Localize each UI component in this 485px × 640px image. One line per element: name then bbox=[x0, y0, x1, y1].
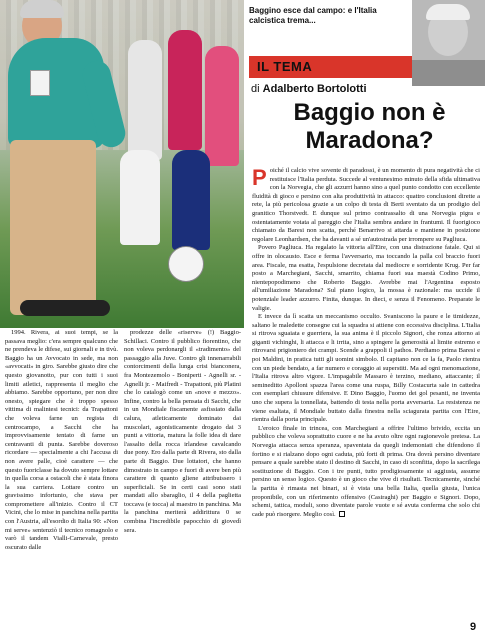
portrait-shirt bbox=[412, 60, 485, 86]
man-shoes bbox=[20, 300, 110, 316]
article-paragraph: 1994. Rivera, ai suoi tempi, se la passava meglio: c'era sempre qualcuno che ne prendeva le difese, sui giornali e in tivù. Baggio ha un Avvocato in sede, ma non «avvocati» in giro. Sarebbe giusto dire che questo giovanotto, pur con tutti i suoi limiti atletici, rappresenta il meglio che abbiamo. Sarebbe opportuno, per non dire onesto, spiegare che è troppo spesso vittima di malintesi tecnici: da Trapattoni che voleva farne un regista di centrocampo, a Sacchi che ha improvvisamente tentato di farne un centravanti di punta. Sarebbe doveroso ricordare — specialmente a chi l'accusa di non avere palle, cioè carattere — che questo fuoriclasse ha dovuto sempre lottare in quella corsa a ostacoli che è stata finora la sua carriera. Lottare contro un gravissimo infortunio, che stava per compromettere all'inizio. Contro il CT Vicini, che lo mise in panchina nella partita con l'Austria, all'esordio di Italia 90: «Non mi serve» sentenziò il tecnico romagnolo e varò il tandem Vialli-Carnevale, presto oscurato dalle bbox=[5, 329, 118, 551]
player-figure bbox=[128, 40, 162, 160]
player-figure bbox=[168, 30, 202, 150]
article-column-left-1 bbox=[5, 329, 118, 552]
kicker-text: Baggino esce dal campo: e l'Italia calcistica trema... bbox=[249, 6, 377, 25]
photo-main bbox=[0, 0, 244, 328]
end-mark bbox=[339, 511, 345, 517]
article-paragraph-final bbox=[252, 425, 480, 520]
article-paragraph: prodezze delle «riserve» (!) Baggio-Schillaci. Contro il pubblico fiorentino, che non voleva perdonargli il «tradimento» del passaggio alla Juve. Contro gli innenarrabili contorcimenti della lunga crisi bianconera, fra Montezemolo - Boniperti - Agnelli sr. - Agnelli jr. - Maifredi - Trapattoni, più Platini che lo catalogò come un «nove e mezzo». Infine, contro la bella pensata di Sacchi, che in un Mondiale fiscamente asfissiato dalla calura, atleticamente dominato dai muscolari, agonisticamente drogato dai 3 punti a vittoria, matura la folle idea di dare l'assalto della rocca irlandese cavalcando due pony. Ero dalla parte di Rivera, sto dalla parte di Baggio. Due lottatori, che hanno dimostrato in campo e fuori di avere ben più carattere di quanto gliene attribuissero i superficiali. Se in certi casi sono stati mandati allo sbaraglio, il 4 della paglietta toccava (e tocca) al maestro in panchina. Ma la panchina meriterà addirittura 0 se combina l'incredibile papocchio di giovedì sera. bbox=[124, 329, 241, 534]
portrait-hair bbox=[426, 4, 470, 20]
article-column-left-2 bbox=[124, 329, 241, 535]
player-figure bbox=[172, 150, 210, 250]
accreditation-badge bbox=[30, 70, 50, 96]
drop-cap: P bbox=[252, 165, 267, 190]
author-portrait bbox=[412, 0, 485, 86]
lead-text: oiché il calcio vive sovente di paradossi, è un momento di pura negatività che ci restituisce l'Italia perduta. Succede al ventunesimo minuto della sfida ultimativa con la Norvegia, che gli azzurri hanno sino a quel punto condotto con eccellente fluidità di gioco e persino con alta produttività in attacco: quattro conclusioni dirette a rete, la più pericolosa grazie a un colpo di testa di Berti sventato da un prodigio del granitico Thorstvedt. E dunque sul primo contrassalto di una Norvegia pigra e ostentatamente votata al pareggio che l'Italia sembra andare in frantumi. Il fuorigioco chiamato da Baresi non scatta, perché Benarrivo si attarda e mantiene in posizione regolare Leonhardsen, che ha davanti a sé un'autostrada per irrompere su Pagliuca. bbox=[252, 167, 480, 243]
player-figure bbox=[120, 150, 160, 245]
article-paragraph: Povero Pagliuca. Ha regalato la vittoria all'Eire, con una distrazione fatale. Qui si offre in olocausto. Esce e ferma l'avversario, ma toccando la palla col braccio fuori area. Fiscale, ma esatta, l'espulsione decretata dal mediocre e sorridente Krug. Per far posto a Marchegiani, Sacchi, smarrito, chiama fuori sua maestà Codino Primo, nientepopodimeno che Roberto Baggio. Avrebbe mai l'Argentina esposto all'umiliazione Maradona? Sul piano logico, la mossa è razionale: ma uccide il potenziale leader azzurro. Finita, dunque. In dieci, e senza il Fenomeno. Preparate le valigie. bbox=[252, 244, 480, 312]
byline bbox=[251, 83, 367, 95]
byline-prefix: di bbox=[251, 83, 260, 95]
headline: Baggio non è Maradona? bbox=[293, 99, 446, 154]
football bbox=[168, 246, 204, 282]
article-paragraph: E invece da lì scatta un meccanismo occulto. Svaniscono la paure e le timidezze, saltano le maledette consegne cui la squadra si attiene con eccessiva disciplina. L'Italia si ritrova sguaiata e guerriera, la sua anima è il piccolo Signori, che ronza attorno ai giganti vichinghi, li attacca e li irrita, sino a spingere la generosità al limite estremo e ritrovarsi prigioniero dei crampi. Scende a grappoli il pathos. Perdiamo prima Baresi e poi Maldini, in pratica tutti gli uomini simbolo. Il capitano non ce la fa, Paolo rientra con un piede bendato, a far numero e coraggio ai superstiti. Ma ad ogni menomazione, l'Italia ritrova altro vigore. L'impagabile Massaro è terzino, mediano, attaccante; il semineditto Apolloni spazza l'area come una ruspa, Billy Costacurta sale in cattedra con esemplari chiusure difensive. E Dino Baggio, l'uomo dei gol pesanti, ne inventa uno che supera la tonnellata, battendo di testa nella porta avversaria. La resistenza ne viene esaltata, il Mondiale buttato dalla finestra nella sciagurata partita con l'Eire, rientra dalla porta principale. bbox=[252, 313, 480, 424]
page-number: 9 bbox=[470, 621, 477, 633]
man-pants bbox=[10, 140, 96, 315]
article-column-right bbox=[252, 167, 480, 519]
article-paragraph-lead bbox=[252, 167, 480, 244]
byline-author: Adalberto Bortolotti bbox=[262, 83, 367, 95]
section-banner bbox=[249, 56, 412, 78]
player-figure bbox=[205, 46, 239, 166]
man-hair bbox=[20, 0, 64, 18]
final-text: L'eroico finale in trincea, con Marchegiani a offrire l'ultimo brivido, eccita un pubblico che voleva soprattutto cuore e ne ha avuto oltre ogni ragionevole pretesa. La Norvegia attacca senza speranza, spaventata da quegli indemoniati che difendono il fortino e si rialzano dopo ogni caduta, più forti di prima. Ora dovrà persino diventare pensare a quale sarebbe stato il destino di Sacchi, in caso di sconfitta, dopo la sacrilega sostituzione di Baggio. Con i tre punti, tutto prodigiosamente si aggiusta, assume persino un senso logico. Questo è un gioco che vive di risultati. Tecnicamente, sinché la partita è rimasta nei binari, si è vista una bella Italia, quella giusta, l'unica proponibile, con un riferimento offensivo (Casiraghi) per Baggio e Signori. Dopo, schemi, tattica, moduli, sono diventate parole vuote e sé avuta conferma che solo chi cade può risorgere. Meglio così. bbox=[252, 424, 480, 518]
section-label: IL TEMA bbox=[257, 59, 313, 74]
